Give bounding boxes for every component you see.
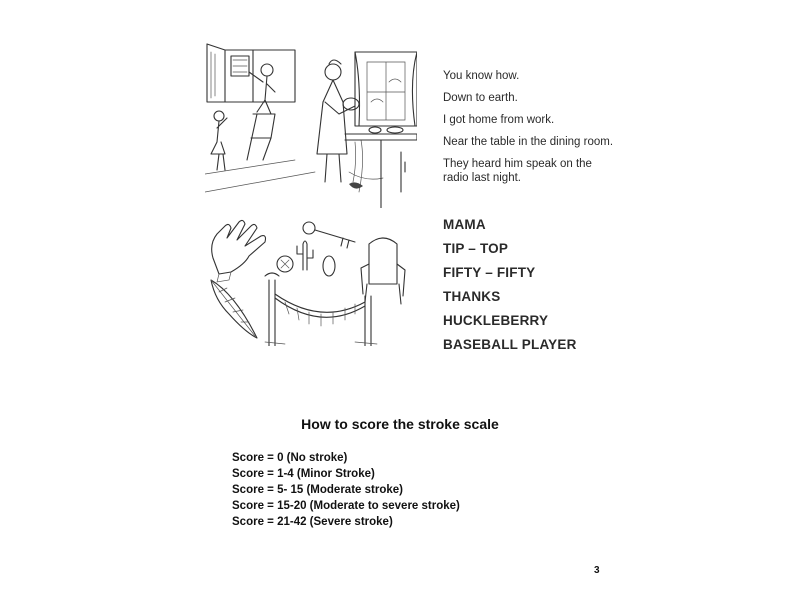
word-6: BASEBALL PLAYER xyxy=(443,337,577,352)
word-1: MAMA xyxy=(443,217,486,232)
sentence-4: Near the table in the dining room. xyxy=(443,136,614,148)
scoring-heading: How to score the stroke scale xyxy=(301,416,499,432)
score-line-severe: Score = 21-42 (Severe stroke) xyxy=(232,516,393,528)
sentence-5-line-1: They heard him speak on the xyxy=(443,158,592,170)
sentence-3: I got home from work. xyxy=(443,114,555,126)
score-line-moderate-severe: Score = 15-20 (Moderate to severe stroke) xyxy=(232,500,460,512)
sentence-2: Down to earth. xyxy=(443,92,518,104)
sentence-5-line-2: radio last night. xyxy=(443,172,521,184)
score-line-minor: Score = 1-4 (Minor Stroke) xyxy=(232,468,375,480)
score-line-moderate: Score = 5- 15 (Moderate stroke) xyxy=(232,484,403,496)
page-number: 3 xyxy=(594,565,600,576)
word-4: THANKS xyxy=(443,289,501,304)
objects-drawing xyxy=(205,214,417,346)
sentence-1: You know how. xyxy=(443,70,520,82)
word-3: FIFTY – FIFTY xyxy=(443,265,536,280)
score-line-none: Score = 0 (No stroke) xyxy=(232,452,348,464)
kitchen-scene-drawing xyxy=(205,42,417,208)
word-5: HUCKLEBERRY xyxy=(443,313,549,328)
objects-illustration xyxy=(205,214,417,346)
word-2: TIP – TOP xyxy=(443,241,509,256)
kitchen-scene-illustration xyxy=(205,42,417,208)
